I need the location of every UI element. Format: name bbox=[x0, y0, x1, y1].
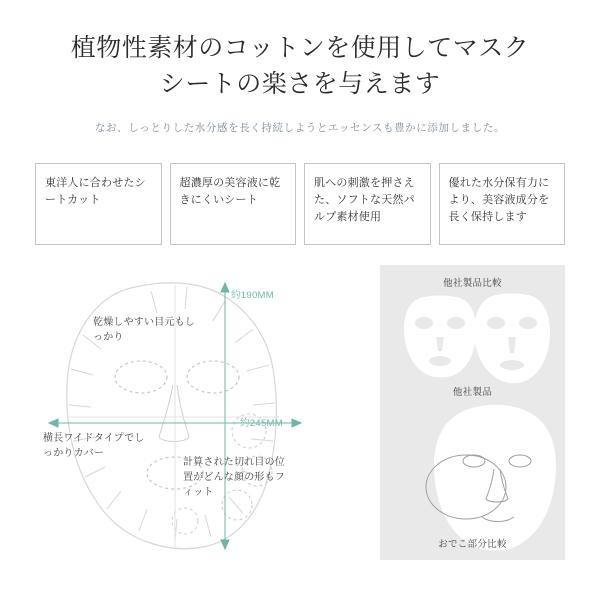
feature-box: 超濃厚の美容液に乾きにくいシート bbox=[170, 163, 297, 245]
callout-eye-area: 乾燥しやすい目元もしっかり bbox=[93, 317, 195, 343]
dimension-height-label: 約190MM bbox=[231, 290, 274, 301]
dimension-width-label: 約245MM bbox=[240, 418, 283, 429]
page-title bbox=[0, 30, 600, 103]
forehead-comparison-label: おでこ部分比較 bbox=[438, 539, 507, 550]
eye-hole-left bbox=[115, 361, 167, 393]
comparison-title: 他社製品比較 bbox=[443, 278, 502, 289]
subheadline: なお、しっとりした水分感を長く持続しようとエッセンスも豊かに添加しました。 bbox=[94, 122, 506, 134]
feature-box: 肌への刺激を押さえた、ソフトな天然パルプ素材使用 bbox=[304, 163, 431, 245]
headline-line-1: 植物性素材のコットンを使用してマスク bbox=[70, 34, 530, 62]
callout-wide-type: 横長ワイドタイプでしっかりカバー bbox=[43, 433, 145, 459]
competitor-product-label: 他社製品 bbox=[452, 387, 493, 398]
lower-section bbox=[35, 265, 565, 560]
comparison-svg bbox=[380, 265, 565, 560]
feature-box: 優れた水分保有力により、美容液成分を長く保持します bbox=[439, 163, 566, 245]
mask-sheet-diagram bbox=[35, 265, 370, 560]
comparison-panel bbox=[380, 265, 565, 560]
callout-cut-position: 計算された切れ目の位置がどんな顔の形もフィット bbox=[183, 457, 285, 498]
feature-box: 東洋人に合わせたシートカット bbox=[35, 163, 162, 245]
own-product-mask bbox=[434, 405, 556, 551]
feature-box-list bbox=[35, 163, 565, 245]
mask-outline-svg bbox=[35, 265, 370, 560]
eye-hole-right bbox=[187, 361, 239, 393]
headline-line-2: シートの楽さを与えます bbox=[159, 70, 441, 99]
